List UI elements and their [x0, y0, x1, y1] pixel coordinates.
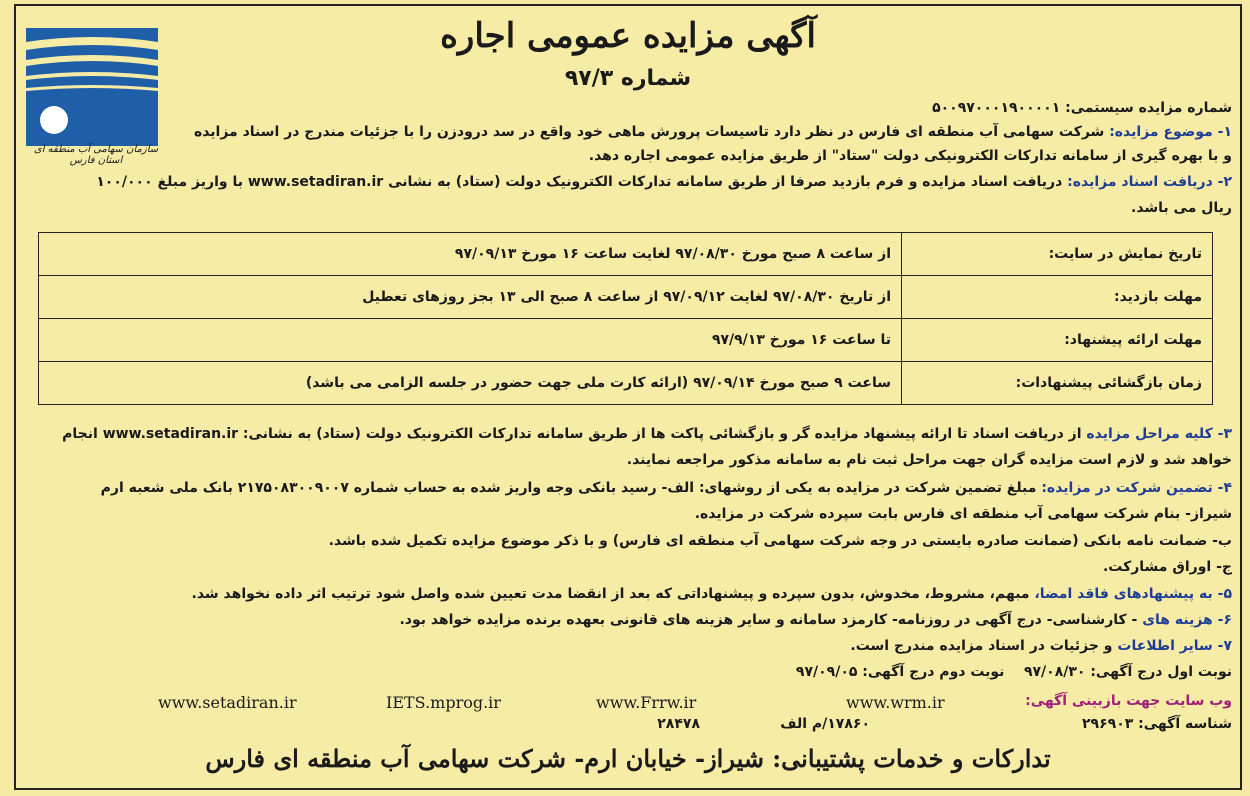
item5-heading: ۵- به پیشنهادهای فاقد امضا،	[1034, 586, 1232, 602]
schedule-value: ساعت ۹ صبح مورخ ۹۷/۰۹/۱۴ (ارائه کارت ملی جهت حضور در جلسه الزامی می باشد)	[39, 362, 902, 405]
item4-line3: ب- ضمانت نامه بانکی (ضمانت صادره بایستی در وجه شرکت سهامی آب منطقه ای فارس) و با ذکر موضوع مزایده تکمیل شده باشد.	[328, 533, 1232, 549]
schedule-label: تاریخ نمایش در سایت:	[902, 233, 1213, 276]
item1-line1	[172, 124, 1232, 140]
item1-text: شرکت سهامی آب منطقه ای فارس در نظر دارد تاسیسات پرورش ماهی خود واقع در سد درودزن را با جزئیات مندرج در اسناد مزایده	[193, 124, 1105, 140]
item4-heading: ۴- تضمین شرکت در مزایده:	[1041, 480, 1232, 496]
schedule-label: مهلت ارائه پیشنهاد:	[902, 319, 1213, 362]
item2-line1	[96, 174, 1232, 190]
schedule-table	[38, 232, 1213, 405]
item7-text: و جزئیات در اسناد مزایده مندرج است.	[850, 638, 1113, 654]
item7-heading: ۷- سایر اطلاعات	[1117, 638, 1232, 654]
item3-line2: خواهد شد و لازم است مزایده گران جهت مراحل ثبت نام به سامانه مذکور مراجعه نمایند.	[626, 452, 1232, 468]
website-link[interactable]: www.setadiran.ir	[158, 693, 297, 712]
ref-number: ۱۷۸۶۰/م الف	[780, 716, 870, 732]
publish-second: نوبت دوم درج آگهی: ۹۷/۰۹/۰۵	[795, 664, 1005, 680]
publish-first: نوبت اول درج آگهی: ۹۷/۰۸/۳۰	[1023, 664, 1232, 680]
table-row	[39, 362, 1213, 405]
item3-text: از دریافت اسناد تا ارائه پیشنهاد مزایده گر و بازگشائی پاکت ها از طریق سامانه تدارکات الکترونیک دولت (ستاد) به نشانی: www.setadiran.ir انجام	[62, 426, 1082, 442]
website-link[interactable]: IETS.mprog.ir	[386, 693, 501, 712]
item2-line2: ریال می باشد.	[1131, 200, 1232, 216]
table-row	[39, 233, 1213, 276]
ad-id: شناسه آگهی: ۲۹۶۹۰۳	[1082, 716, 1232, 732]
website-link[interactable]: www.Frrw.ir	[596, 693, 697, 712]
schedule-label: مهلت بازدید:	[902, 276, 1213, 319]
item4-line4: ج- اوراق مشارکت.	[1102, 559, 1232, 575]
schedule-label: زمان بازگشائی پیشنهادات:	[902, 362, 1213, 405]
footer-title: تدارکات و خدمات پشتیبانی: شیراز- خیابان ارم- شرکت سهامی آب منطقه ای فارس	[205, 744, 1051, 773]
item1-heading: ۱- موضوع مزایده:	[1109, 124, 1232, 140]
item1-line2: و با بهره گیری از سامانه تدارکات الکترونیکی دولت "ستاد" از طریق مزایده عمومی اجاره دهد.	[588, 148, 1232, 164]
item3-line1	[62, 426, 1232, 442]
item6-text: - کارشناسی- درج آگهی در روزنامه- کارمزد سامانه و سایر هزینه های قانونی بعهده برنده مزایده خواهد بود.	[399, 612, 1138, 628]
item5-text: مبهم، مشروط، مخدوش، بدون سپرده و پیشنهاداتی که بعد از انقضا مدت تعیین شده واصل شود ترتیب اثر داده نخواهد شد.	[191, 586, 1030, 602]
schedule-value: تا ساعت ۱۶ مورخ ۹۷/۹/۱۳	[39, 319, 902, 362]
org-caption: سازمان سهامی آب منطقه ای استان فارس	[33, 144, 159, 166]
page-title: آگهی مزایده عمومی اجاره	[440, 16, 816, 56]
websites-label: وب سایت جهت بازبینی آگهی:	[1025, 693, 1232, 709]
item4-line2: شیراز- بنام شرکت سهامی آب منطقه ای فارس بابت سپرده شرکت در مزایده.	[694, 506, 1232, 522]
ad-number: شماره ۹۷/۳	[564, 66, 692, 91]
table-row	[39, 319, 1213, 362]
item2-heading: ۲- دریافت اسناد مزایده:	[1067, 174, 1232, 190]
item2-text: دریافت اسناد مزایده و فرم بازدید صرفا از طریق سامانه تدارکات الکترونیک دولت (ستاد) به نشانی www.setadiran.ir با واریز مبلغ ۱۰۰/۰۰۰	[96, 174, 1063, 190]
item6-line	[399, 612, 1232, 628]
schedule-value: از تاریخ ۹۷/۰۸/۳۰ لغایت ۹۷/۰۹/۱۲ از ساعت ۸ صبح الی ۱۳ بجز روزهای تعطیل	[39, 276, 902, 319]
publish-dates	[796, 664, 1232, 680]
website-link[interactable]: www.wrm.ir	[846, 693, 945, 712]
item3-heading: ۳- کلیه مراحل مزایده	[1086, 426, 1232, 442]
item6-heading: ۶- هزینه های	[1142, 612, 1232, 628]
item7-line	[850, 638, 1232, 654]
system-number: شماره مزایده سیستمی: ۵۰۰۹۷۰۰۰۱۹۰۰۰۰۱	[932, 100, 1232, 116]
item5-line	[192, 586, 1233, 602]
ref-code: ۲۸۴۷۸	[657, 716, 700, 732]
table-row	[39, 276, 1213, 319]
item4-text: مبلغ تضمین شرکت در مزایده به یکی از روشهای: الف- رسید بانکی وجه واریز شده به حساب شماره ۲۱۷۵۰۸۳۰۰۹۰۰۷ بانک ملی شعبه ارم	[100, 480, 1037, 496]
item4-line1	[101, 480, 1232, 496]
advertisement-page	[14, 4, 1242, 790]
schedule-value: از ساعت ۸ صبح مورخ ۹۷/۰۸/۳۰ لغایت ساعت ۱۶ مورخ ۹۷/۰۹/۱۳	[39, 233, 902, 276]
